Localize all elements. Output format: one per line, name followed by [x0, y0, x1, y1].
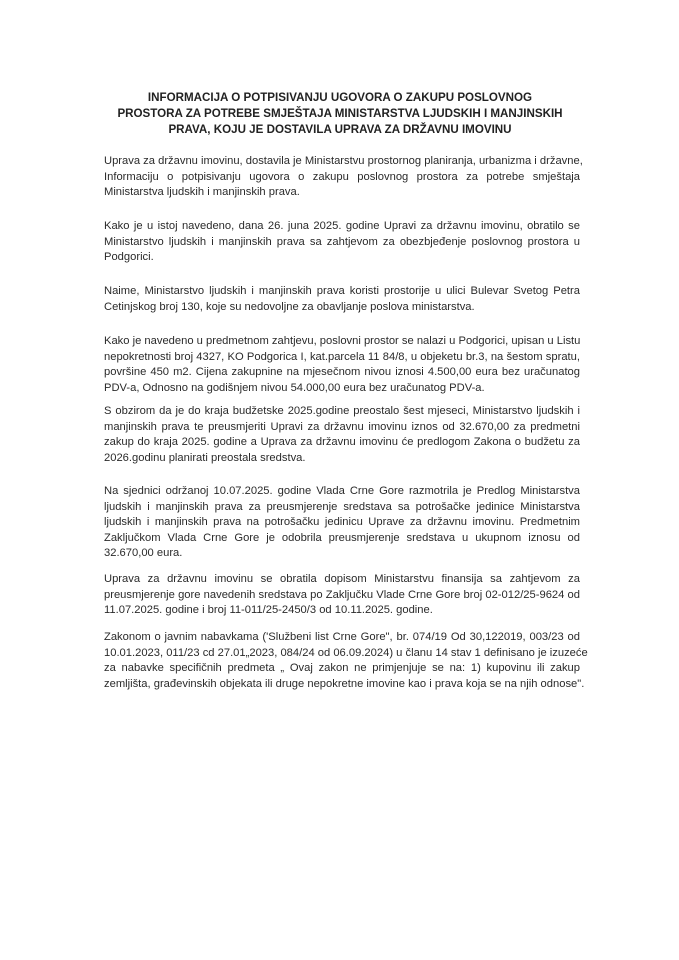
paragraph-line: 11.07.2025. godine i broj 11-011/25-2450/3 od 10.11.2025. godine.	[104, 604, 433, 617]
title-line: PRAVA, KOJU JE DOSTAVILA UPRAVA ZA DRŽAVNU IMOVINU	[168, 123, 512, 136]
paragraph-line: ljudskih i manjinskih prava za preusmjerenje sredstava sa potrošačke jedinice Ministarstva	[104, 500, 580, 513]
paragraph-line: Uprava za državnu imovinu se obratila dopisom Ministarstvu finansija sa zahtjevom za	[104, 573, 580, 585]
paragraph-line: Ministarstva ljudskih i manjinskih prava.	[104, 186, 300, 199]
paragraph-line: Ministarstvo ljudskih i manjinskih prava sa zahtjevom za obezbjeđenje poslovnog prostora u	[104, 235, 580, 248]
paragraph-line: nepokretnosti broj 4327, KO Podgorica I, kat.parcela 11 84/8, u objeketu br.3, na šestom spratu,	[104, 350, 580, 363]
paragraph	[104, 572, 580, 619]
title-line: PROSTORA ZA POTREBE SMJEŠTAJA MINISTARSTVA LJUDSKIH I MANJINSKIH	[117, 107, 563, 120]
paragraph-line: Informaciju o potpisivanju ugovora o zakupu poslovnog prostora za potrebe smještaja	[104, 170, 580, 183]
paragraph-line: PDV-a, Odnosno na godišnjem nivou 54.000,00 eura bez uračunatog PDV-a.	[104, 381, 485, 394]
paragraph-line: Zakonom o javnim nabavkama ('Službeni list Crne Gore", br. 074/19 Od 30,122019, 003/23 od	[104, 631, 580, 643]
paragraph-line: 32.670,00 eura.	[104, 547, 183, 560]
paragraph-line: Na sjednici održanoj 10.07.2025. godine Vlada Crne Gore razmotrila je Predlog Ministarstva	[104, 485, 580, 497]
paragraph-line: ljudskih i manjinskih prava na potrošačku jedinicu Uprave za državnu imovinu. Predmetnim	[104, 516, 580, 529]
paragraph-line: Podgorici.	[104, 251, 154, 264]
paragraph-line: Uprava za državnu imovinu, dostavila je Ministarstvu prostornog planiranja, urbanizma i državne,	[104, 155, 583, 167]
paragraph-line: Cetinjskog broj 130, koje su nedovoljne za obavljanje poslova ministarstva.	[104, 300, 475, 313]
paragraph-line: Kako je u istoj navedeno, dana 26. juna 2025. godine Upravi za državnu imovinu, obratilo se	[104, 220, 580, 232]
paragraph-line: 10.01.2023, 011/23 cd 27.01„2023, 084/24 od 06.09.2024) u članu 14 stav 1 definisano je izuzeće	[104, 646, 588, 659]
paragraph	[104, 334, 580, 396]
paragraph-line: Kako je navedeno u predmetnom zahtjevu, poslovni prostor se nalazi u Podgorici, upisan u Listu	[104, 335, 581, 347]
paragraph	[104, 284, 580, 315]
paragraph-line: površine 450 m2. Cijena zakupnine na mjesečnom nivou iznosi 4.500,00 eura bez uračunatog	[104, 366, 580, 379]
title-line: INFORMACIJA O POTPISIVANJU UGOVORA O ZAKUPU POSLOVNOG	[147, 91, 533, 104]
paragraph	[104, 484, 580, 562]
paragraph-line: preusmjerenje gore navedenih sredstava po Zaključku Vlade Crne Gore broj 02-012/25-9624 od	[104, 588, 580, 601]
paragraph	[104, 154, 583, 201]
paragraph-line: 2026.godinu planirati preostala sredstva.	[104, 451, 306, 464]
paragraph-line: manjinskih prava te preusmjeriti Upravi za državnu imovinu iznos od 32.670,00 za predmetni	[104, 420, 580, 433]
paragraph-line: za nabavke specifičnih predmeta „ Ovaj zakon ne primjenjuje se na: 1) kupovinu ili zakup	[104, 662, 580, 675]
paragraph-line: zemljišta, građevinskih objekata ili druge nepokretne imovine kao i prava koja se na njih odnose".	[104, 677, 585, 690]
paragraph	[104, 404, 580, 466]
paragraph-line: Zaključkom Vlada Crne Gore je odobrila preusmjerenje sredstava u ukupnom iznosu od	[104, 531, 580, 544]
paragraph-line: S obzirom da je do kraja budžetske 2025.godine preostalo šest mjeseci, Ministarstvo ljudskih i	[104, 405, 580, 417]
paragraph	[104, 219, 580, 266]
document-title	[95, 90, 585, 138]
paragraph	[104, 630, 588, 692]
paragraph-line: Naime, Ministarstvo ljudskih i manjinskih prava koristi prostorije u ulici Bulevar Svetog Petra	[104, 285, 580, 297]
paragraph-line: zakup do kraja 2025. godine a Uprava za državnu imovinu će predlogom Zakona o budžetu za	[104, 436, 580, 449]
